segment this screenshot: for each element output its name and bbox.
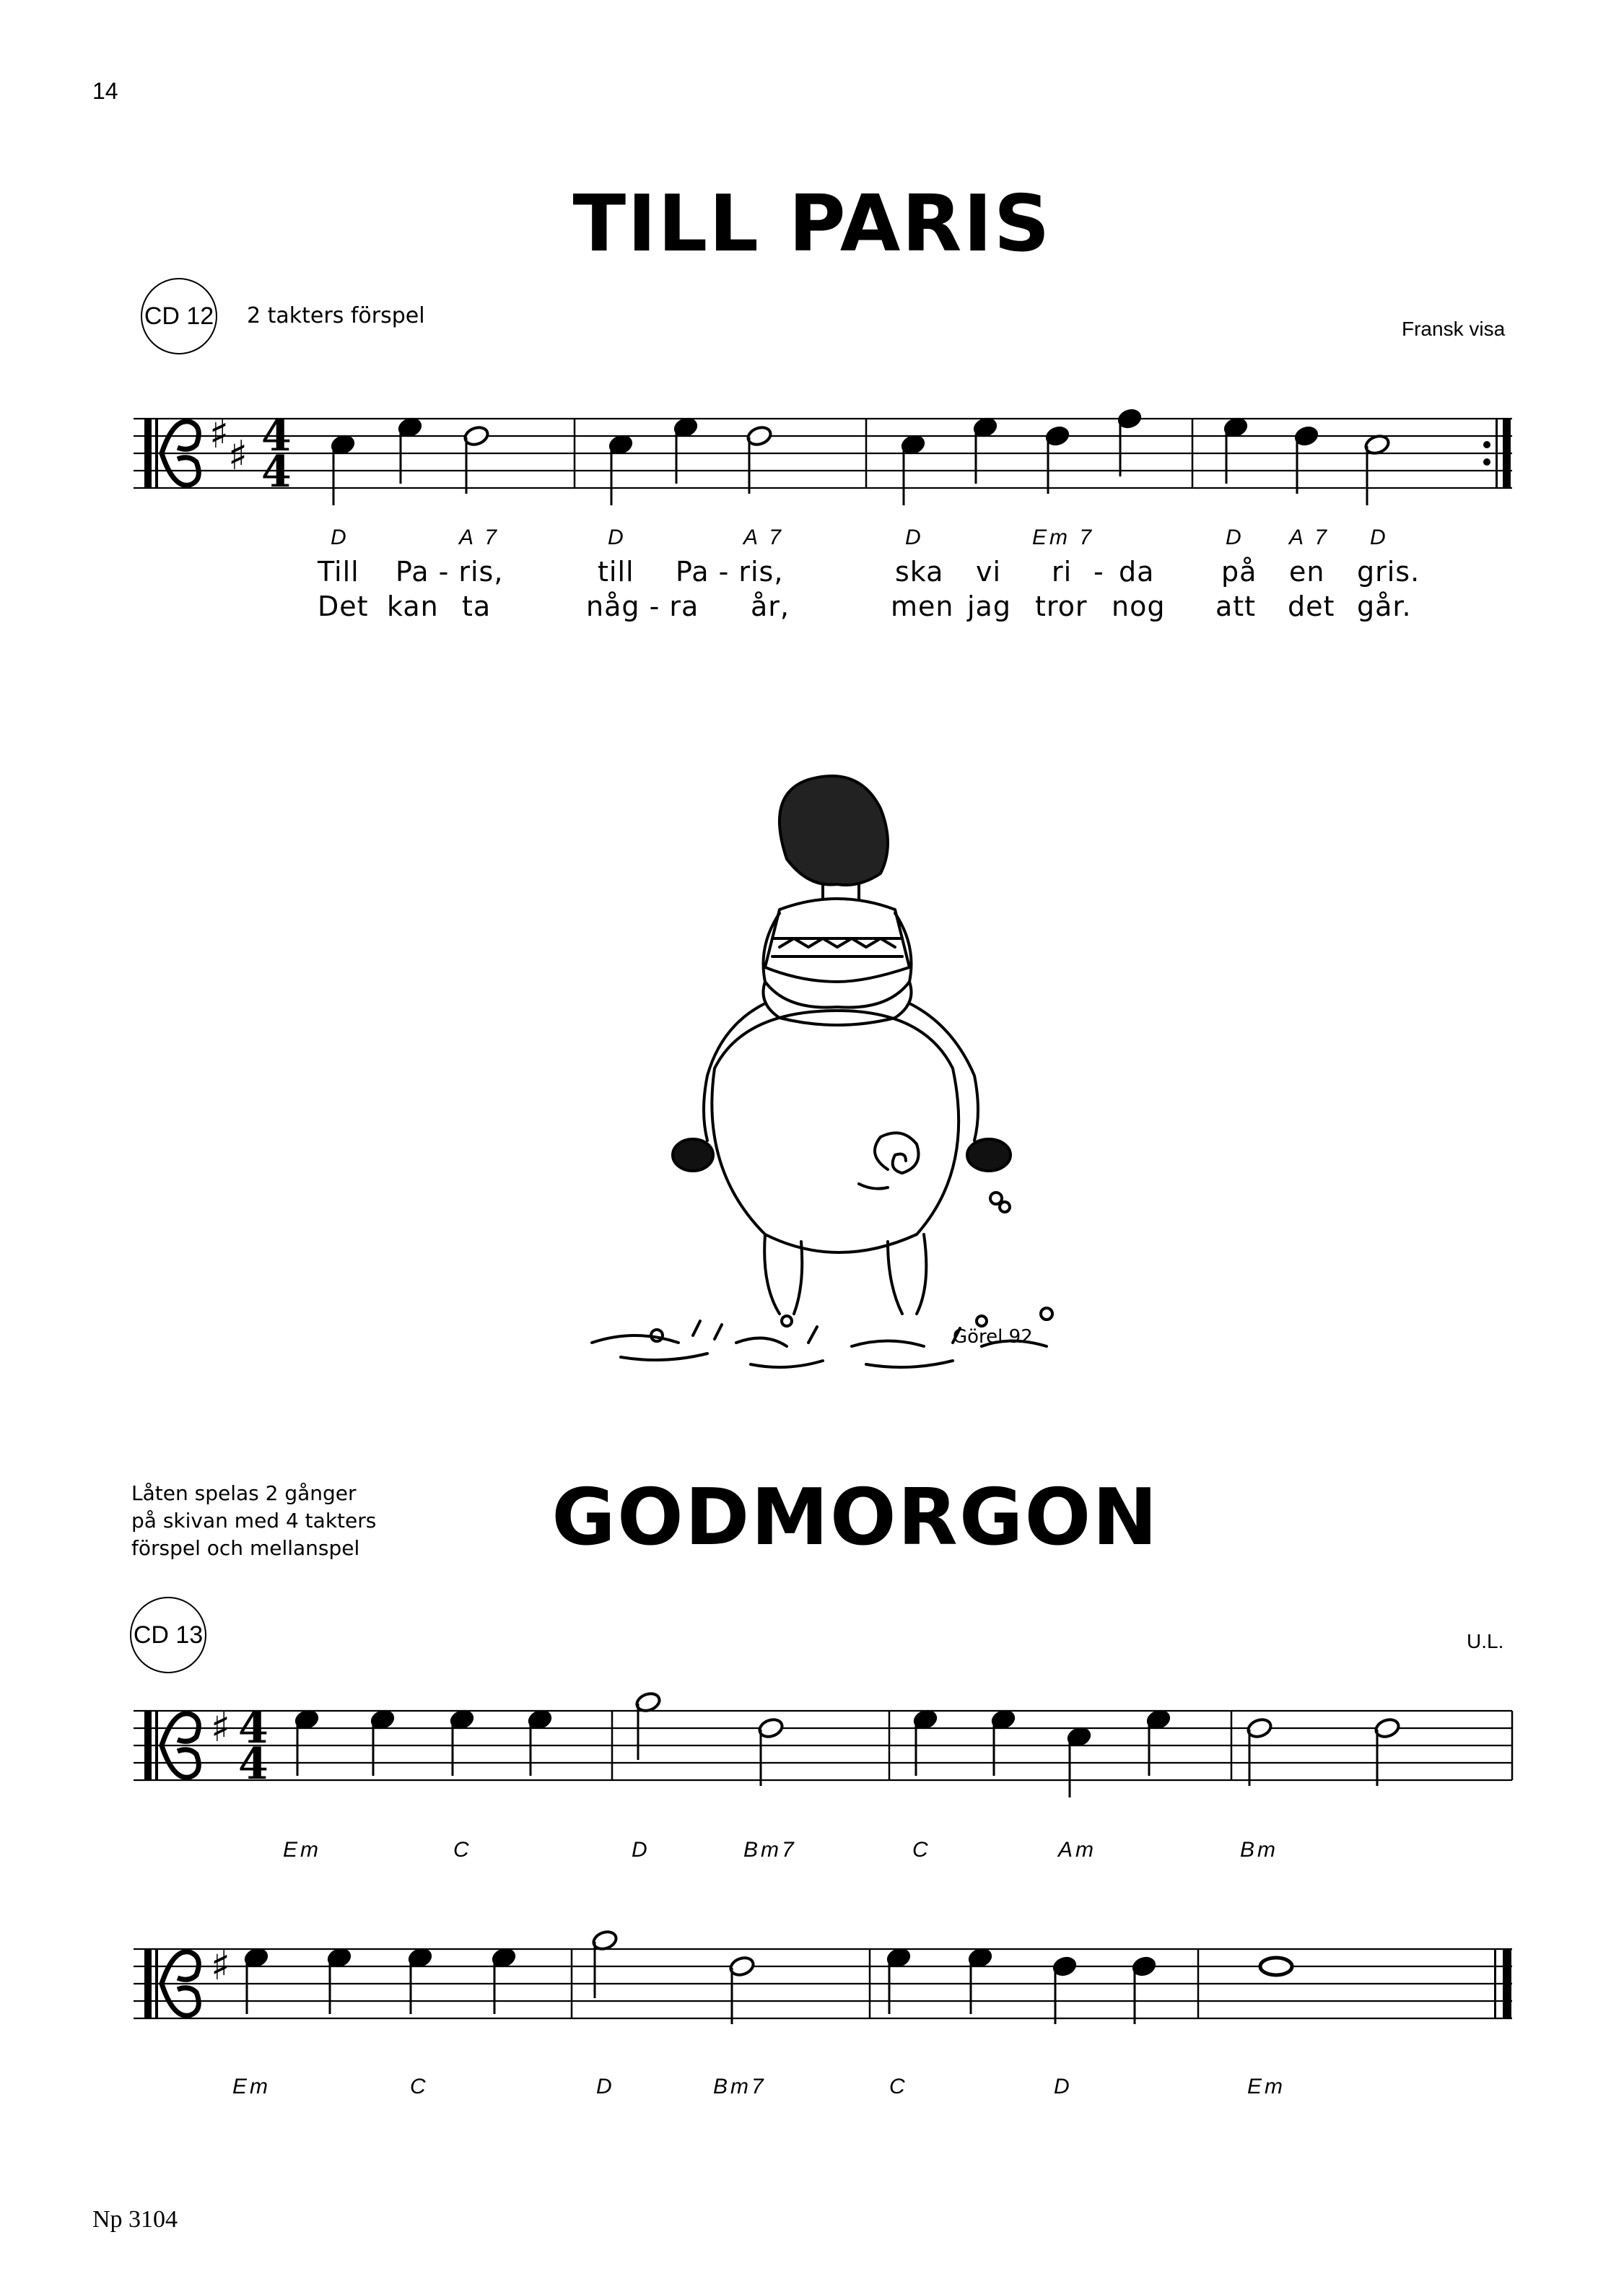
svg-text:♯: ♯ xyxy=(209,411,230,458)
song-credit: Fransk visa xyxy=(1402,318,1506,340)
lyric-syllable: ri xyxy=(1052,556,1073,588)
lyric-syllable: nog xyxy=(1112,590,1166,622)
artist-signature: Görel 92 xyxy=(953,1326,1033,1348)
music-staff-godmorgon-row1 xyxy=(0,1696,1624,1826)
lyric-syllable: Det xyxy=(318,590,369,622)
chord-symbol: Am xyxy=(1058,1838,1096,1862)
lyric-syllable: Till xyxy=(318,556,359,588)
chord-symbol: A 7 xyxy=(459,526,499,549)
svg-text:4: 4 xyxy=(261,411,292,461)
lyric-syllable: da xyxy=(1119,556,1155,588)
chord-symbol: C xyxy=(410,2075,429,2098)
cd-track-label: CD 13 xyxy=(133,1621,204,1649)
cd-track-badge xyxy=(130,1597,206,1673)
performance-note-line: förspel och mellanspel xyxy=(131,1536,360,1560)
chord-symbol: Em xyxy=(283,1838,321,1862)
music-staff-till-paris xyxy=(0,404,1624,534)
music-staff-godmorgon-row2 xyxy=(0,1935,1624,2065)
song-title-godmorgon: GODMORGON xyxy=(551,1473,1159,1563)
svg-text:♯: ♯ xyxy=(211,1704,231,1751)
lyric-syllable: tror xyxy=(1035,590,1088,622)
performance-note-line: Låten spelas 2 gånger xyxy=(131,1481,357,1505)
chord-symbol: D xyxy=(1370,526,1389,549)
lyric-syllable: någ - ra xyxy=(586,590,699,622)
performance-note-line: på skivan med 4 takters xyxy=(131,1509,377,1533)
lyric-syllable: men xyxy=(891,590,954,622)
lyric-syllable: på xyxy=(1221,556,1257,588)
chord-symbol: D xyxy=(331,526,349,549)
lyric-syllable: en xyxy=(1289,556,1325,588)
lyric-syllable: ska xyxy=(895,556,944,588)
song-title-till-paris: TILL PARIS xyxy=(572,179,1052,269)
lyric-syllable: att xyxy=(1215,590,1257,622)
chord-symbol: D xyxy=(1226,526,1244,549)
lyric-syllable: det xyxy=(1288,590,1335,622)
lyric-syllable: Pa - ris, xyxy=(676,556,784,588)
chord-symbol: Em 7 xyxy=(1032,526,1095,549)
lyric-syllable: till xyxy=(598,556,634,588)
cd-track-badge xyxy=(141,278,217,354)
intro-note: 2 takters förspel xyxy=(247,303,425,328)
song-credit: U.L. xyxy=(1467,1630,1504,1652)
lyric-syllable: år, xyxy=(751,590,790,622)
lyric-syllable: - xyxy=(1093,556,1104,588)
lyric-syllable: ta xyxy=(462,590,492,622)
key-signature-icon xyxy=(211,1704,230,1751)
page-number: 14 xyxy=(92,78,118,104)
lyric-syllable: går. xyxy=(1357,590,1412,622)
svg-text:4: 4 xyxy=(238,1739,269,1790)
lyric-syllable: jag xyxy=(967,590,1011,622)
key-signature-icon xyxy=(211,1943,230,1989)
chord-symbol: D xyxy=(1054,2075,1073,2098)
svg-text:♯: ♯ xyxy=(211,1943,231,1989)
svg-text:4: 4 xyxy=(261,447,292,497)
catalog-number: Np 3104 xyxy=(92,2206,178,2233)
chord-symbol: C xyxy=(453,1838,472,1862)
key-signature-icon xyxy=(209,411,248,479)
chord-symbol: A 7 xyxy=(743,526,784,549)
lyric-syllable: Pa - ris, xyxy=(396,556,504,588)
chord-symbol: D xyxy=(905,526,924,549)
child-on-pig-illustration xyxy=(549,765,1097,1386)
chord-symbol: Bm7 xyxy=(713,2075,767,2098)
chord-symbol: C xyxy=(912,1838,931,1862)
chord-symbol: Em xyxy=(1247,2075,1285,2098)
cd-track-label: CD 12 xyxy=(144,302,214,330)
chord-symbol: D xyxy=(608,526,627,549)
chord-symbol: C xyxy=(889,2075,908,2098)
lyric-syllable: gris. xyxy=(1357,556,1420,588)
chord-symbol: Em xyxy=(232,2075,271,2098)
chord-symbol: D xyxy=(596,2075,615,2098)
chord-symbol: A 7 xyxy=(1289,526,1330,549)
chord-symbol: Bm7 xyxy=(743,1838,797,1862)
time-signature-icon xyxy=(261,411,292,497)
lyric-syllable: kan xyxy=(387,590,439,622)
time-signature-icon xyxy=(238,1703,269,1790)
svg-text:♯: ♯ xyxy=(228,432,248,479)
chord-symbol: D xyxy=(632,1838,650,1862)
lyric-syllable: vi xyxy=(976,556,1002,588)
chord-symbol: Bm xyxy=(1240,1838,1278,1862)
svg-text:4: 4 xyxy=(238,1703,269,1753)
